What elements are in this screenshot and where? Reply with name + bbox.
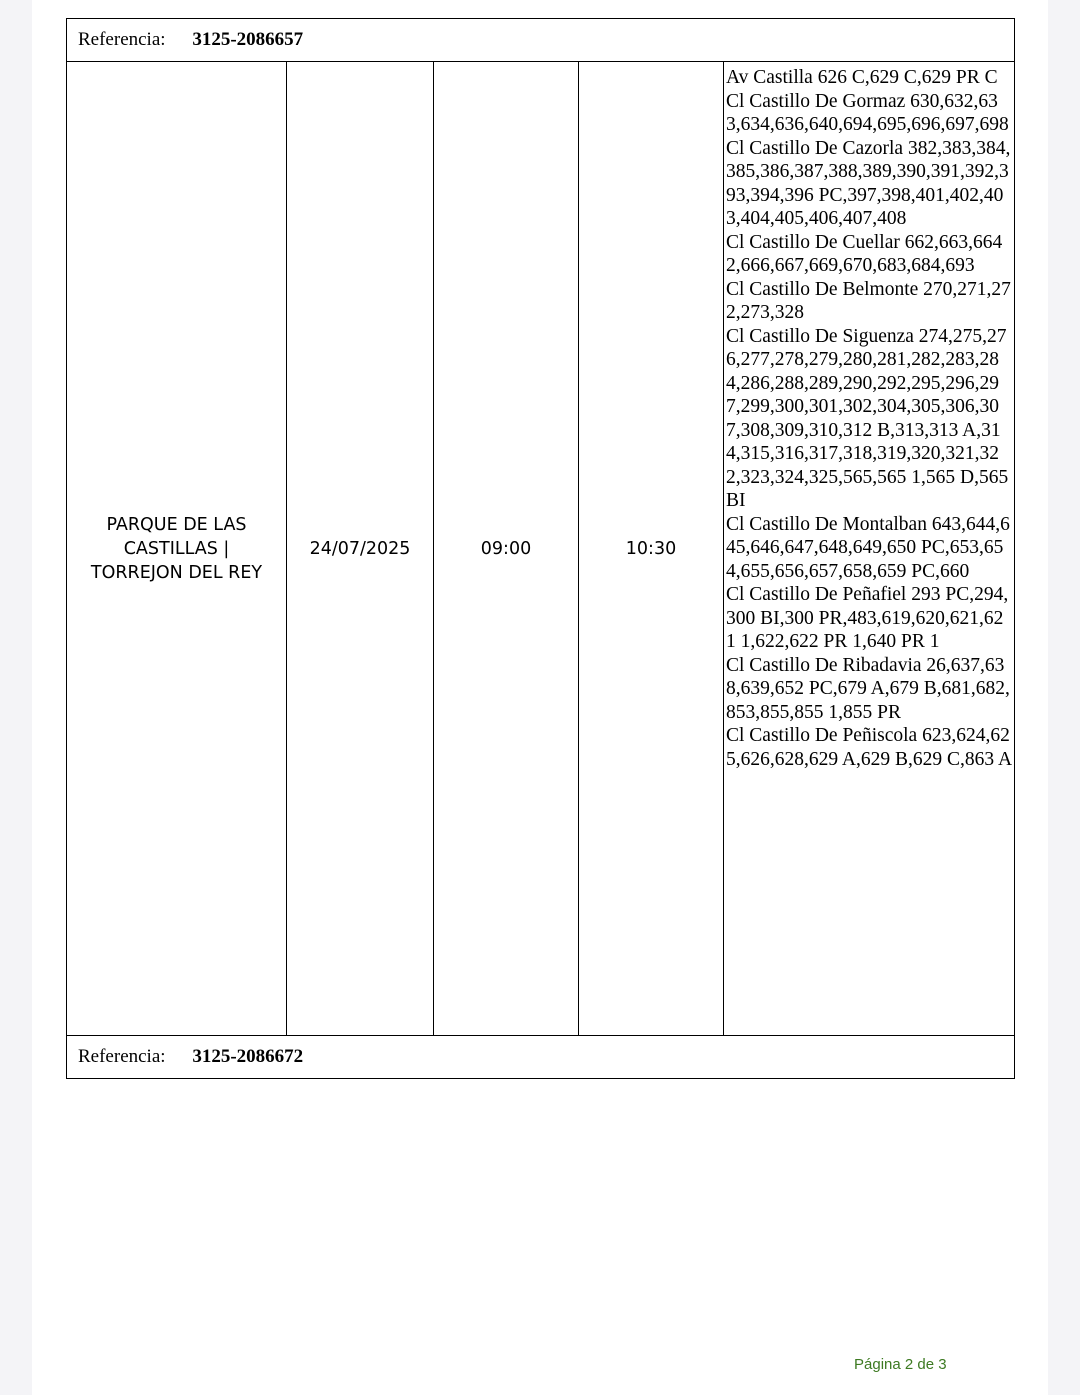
reference-row-bottom xyxy=(67,1036,1015,1079)
location-cell xyxy=(67,62,287,1036)
start-time-cell: 09:00 xyxy=(434,62,579,1036)
reference-cell xyxy=(67,1036,1015,1079)
streets-cell xyxy=(724,62,1015,1036)
reference-value: 3125-2086657 xyxy=(192,29,304,50)
location-line: CASTILLAS | xyxy=(123,538,230,559)
end-time-cell: 10:30 xyxy=(579,62,724,1036)
street-entry: Cl Castillo De Cuellar 662,663,664 2,666,667,669,670,683,684,693 xyxy=(726,231,1003,276)
date-cell: 24/07/2025 xyxy=(287,62,434,1036)
street-entry: Cl Castillo De Cazorla 382,383,384,385,386,387,388,389,390,391,392,393,394,396 PC,397,398,401,402,403,404,405,406,407,408 xyxy=(726,137,1011,229)
street-entry: Cl Castillo De Ribadavia 26,637,638,639,652 PC,679 A,679 B,681,682,853,855,855 1,855 PR xyxy=(726,654,1010,723)
reference-label: Referencia: xyxy=(78,1046,166,1067)
street-entry: Cl Castillo De Siguenza 274,275,276,277,278,279,280,281,282,283,284,286,288,289,290,292,295,296,297,299,300,301,302,304,305,306,307,308,309,310,312 B,313,313 A,314,315,316,317,318,319,320,321,322,323,324,325,565,565 1,565 D,565 BI xyxy=(726,325,1009,511)
street-entry: Cl Castillo De Peñafiel 293 PC,294,300 BI,300 PR,483,619,620,621,621 1,622,622 PR 1,640 PR 1 xyxy=(726,584,1009,652)
reference-value: 3125-2086672 xyxy=(192,1046,304,1067)
street-entry: Cl Castillo De Belmonte 270,271,272,273,328 xyxy=(726,278,1011,323)
street-entry: Av Castilla 626 C,629 C,629 PR C xyxy=(726,67,998,88)
schedule-table xyxy=(66,18,1015,1079)
reference-cell xyxy=(67,19,1015,62)
reference-row-top xyxy=(67,19,1015,62)
reference-label: Referencia: xyxy=(78,29,166,50)
street-entry: Cl Castillo De Gormaz 630,632,633,634,636,640,694,695,696,697,698 xyxy=(726,90,1009,135)
street-entry: Cl Castillo De Peñiscola 623,624,625,626,628,629 A,629 B,629 C,863 A xyxy=(726,725,1013,770)
street-entry: Cl Castillo De Montalban 643,644,645,646,647,648,649,650 PC,653,654,655,656,657,658,659 PC,660 xyxy=(726,513,1010,582)
location-line: TORREJON DEL REY xyxy=(90,562,263,583)
document-page xyxy=(32,0,1048,1395)
page-number: Página 2 de 3 xyxy=(854,1356,947,1373)
location-line: PARQUE DE LAS xyxy=(106,514,247,535)
table-row xyxy=(67,62,1015,1036)
